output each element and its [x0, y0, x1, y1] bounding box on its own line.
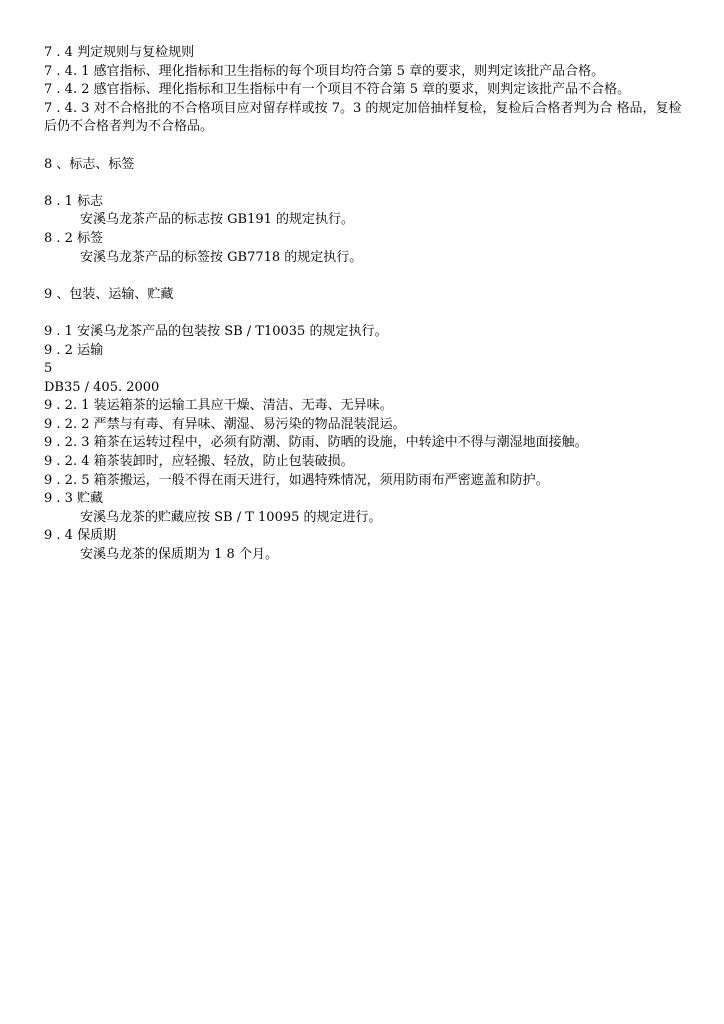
clause-text: 9 . 2. 4 箱茶装卸时，应轻搬、轻放，防止包装破损。	[44, 454, 354, 470]
clause-text: 7 . 4. 1 感官指标、理化指标和卫生指标的每个项目均符合第 5 章的要求，则判定该批产品合格。	[44, 63, 605, 79]
clause-text: 9 . 2. 2 严禁与有毒、有异味、潮湿、易污染的物品混装混运。	[44, 416, 406, 432]
clause-text: 安溪乌龙茶的贮藏应按 SB / T 10095 的规定进行。	[80, 509, 382, 525]
subsection-heading: 8 . 1 标志	[44, 193, 104, 209]
clause-text: 安溪乌龙茶产品的标签按 GB7718 的规定执行。	[80, 249, 363, 265]
clause-text: 9 . 2. 5 箱茶搬运，一般不得在雨天进行，如遇特殊情况，须用防雨布严密遮盖和防护。	[44, 472, 549, 488]
clause-text: 安溪乌龙茶的保质期为 1 8 个月。	[80, 547, 278, 563]
clause-text: 9 . 1 安溪乌龙茶产品的包装按 SB / T10035 的规定执行。	[44, 323, 388, 339]
subsection-heading: 9 . 2 运输	[44, 342, 104, 358]
clause-text: 7 . 4. 3 对不合格批的不合格项目应对留存样或按 7。3 的规定加倍抽样复检，复检后合格者判为合 格品，复检后仍不合格者判为不合格品。	[44, 100, 682, 135]
clause-text: 7 . 4. 2 感官指标、理化指标和卫生指标中有一个项目不符合第 5 章的要求，则判定该批产品不合格。	[44, 82, 631, 98]
section-heading: 8 、标志、标签	[44, 156, 135, 172]
clause-text: 安溪乌龙茶产品的标志按 GB191 的规定执行。	[80, 212, 355, 228]
standard-code: DB35 / 405. 2000	[44, 379, 160, 395]
clause-text: 9 . 2. 1 装运箱茶的运输工具应干燥、清洁、无毒、无异味。	[44, 398, 393, 414]
section-heading: 9 、包装、运输、贮藏	[44, 286, 174, 302]
page-number: 5	[44, 361, 53, 377]
clause-text: 9 . 2. 3 箱茶在运转过程中，必须有防潮、防雨、防晒的设施，中转途中不得与潮湿地面接触。	[44, 435, 588, 451]
subsection-heading: 9 . 3 贮藏	[44, 491, 104, 507]
subsection-heading: 9 . 4 保质期	[44, 528, 117, 544]
subsection-heading: 8 . 2 标签	[44, 230, 104, 246]
document-body	[44, 44, 684, 565]
section-heading: 7 . 4 判定规则与复检规则	[44, 45, 195, 60]
